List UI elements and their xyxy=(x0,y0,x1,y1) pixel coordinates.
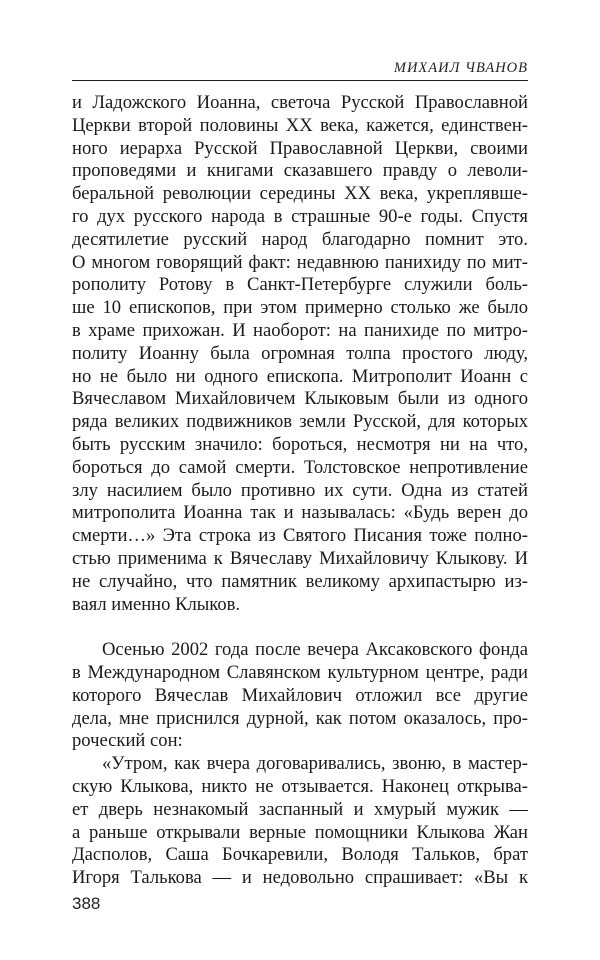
text-line: ваял именно Клыков. xyxy=(72,593,241,615)
text-line: быть русским значило: бороться, несмотря ни на что, xyxy=(72,433,528,455)
text-line: злу насилием было противно их сути. Одна из статей xyxy=(72,479,528,501)
text-line: ного иерарха Русской Православной Церкви, своими xyxy=(72,137,528,159)
text-line: «Утром, как вчера договаривались, звоню, в мастер- xyxy=(102,753,528,775)
text-line: а раньше открывали верные помощники Клыкова Жан xyxy=(72,821,528,843)
text-line: Церкви второй половины XX века, кажется, единствен- xyxy=(72,114,528,136)
text-line: в Международном Славянском культурном центре, ради xyxy=(72,661,528,683)
text-line: и Ладожского Иоанна, светоча Русской Православной xyxy=(72,92,528,113)
text-line: Игоря Талькова — и недовольно спрашивает: «Вы к xyxy=(72,867,528,889)
text-line: в храме прихожан. И наоборот: на панихиде по митро- xyxy=(72,319,528,341)
text-line: Осенью 2002 года после вечера Аксаковского фонда xyxy=(102,639,528,661)
text-line: которого Вячеслав Михайлович отложил все другие xyxy=(72,684,528,706)
text-line: беральной революции середины XX века, укреплявше- xyxy=(72,183,528,205)
body-text xyxy=(72,92,528,890)
text-line: рополиту Ротову в Санкт-Петербурге служили боль- xyxy=(72,274,528,296)
text-line: но не было ни одного епископа. Митрополит Иоанн с xyxy=(72,365,528,387)
text-line: не случайно, что памятник великому архипастырю из- xyxy=(72,570,528,592)
header-rule xyxy=(72,80,528,81)
text-line: скую Клыкова, никто не отзывается. Наконец открыва- xyxy=(72,775,528,797)
text-line: ет дверь незнакомый заспанный и хмурый мужик — xyxy=(72,798,528,820)
text-line: О многом говорящий факт: недавнюю панихиду по мит- xyxy=(72,251,528,273)
text-line: Вячеславом Михайловичем Клыковым были из одного xyxy=(72,388,528,410)
text-line: Дасполов, Саша Бочкаревили, Володя Тальков, брат xyxy=(72,844,528,866)
text-line: десятилетие русский народ благодарно помнит это. xyxy=(72,228,528,250)
text-line: стью применима к Вячеславу Михайловичу Клыкову. И xyxy=(72,547,528,569)
running-head: МИХАИЛ ЧВАНОВ xyxy=(393,60,528,76)
text-line: ряда великих подвижников земли Русской, для которых xyxy=(72,411,528,433)
text-line: роческий сон: xyxy=(72,730,183,752)
text-line: смерти…» Эта строка из Святого Писания тоже полно- xyxy=(72,525,528,547)
text-line: митрополита Иоанна так и называлась: «Будь верен до xyxy=(72,502,528,524)
paragraph-gap xyxy=(72,616,528,639)
text-line: проповедями и книгами сказавшего правду о леволи- xyxy=(72,160,528,182)
text-line: дела, мне приснился дурной, как потом оказалось, про- xyxy=(72,707,528,729)
text-line: бороться до самой смерти. Толстовское непротивление xyxy=(72,456,528,478)
text-line: политу Иоанну была огромная толпа простого люду, xyxy=(72,342,528,364)
text-line: го дух русского народа в страшные 90-е годы. Спустя xyxy=(72,205,528,227)
page-number: 388 xyxy=(72,894,101,913)
text-line: ше 10 епископов, при этом примерно столько же было xyxy=(72,297,528,319)
